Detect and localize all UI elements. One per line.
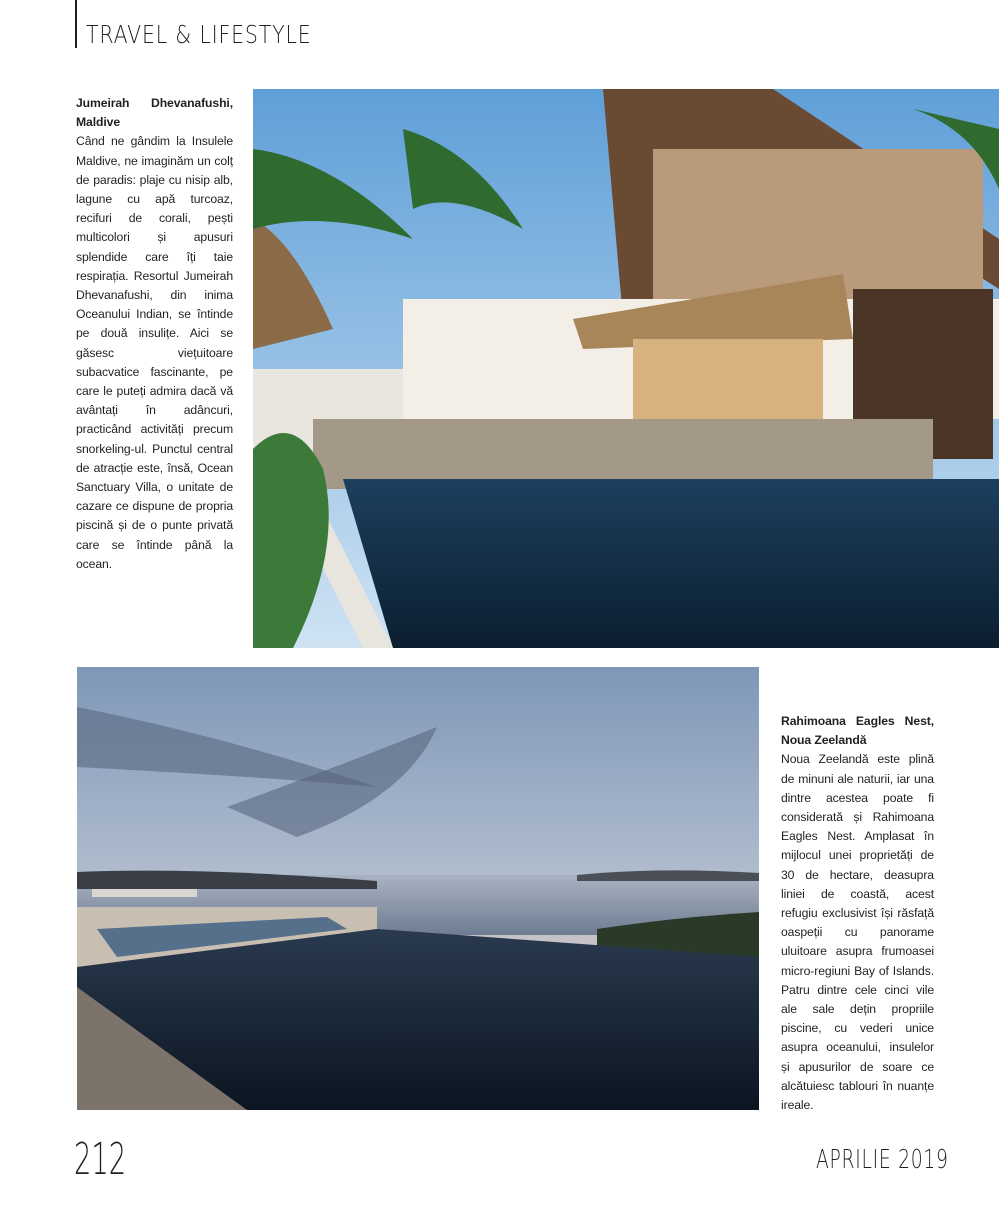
article-heading: Rahimoana Eagles Nest, Noua Zeelandă bbox=[781, 714, 934, 748]
article-new-zealand bbox=[781, 712, 934, 1115]
article-heading: Jumeirah Dhevanafushi, Maldive bbox=[76, 96, 233, 130]
article-body: Noua Zeelandă este plină de minuni ale naturii, iar una dintre acestea poate fi considerată și Rahimoana Eagles Nest. Amplasat în mijlocul unei proprietăți de 30 de hectare, deasupra liniei de coastă, acest refugiu exclusivist își răsfață oaspeții cu panorame uluitoare asupra frumoasei micro-regiuni Bay of Islands. Patru dintre cele cinci vile ale sale dețin propriile piscine, cu vederi unice asupra oceanului, insulelor și apusurilor de soare ce alcătuiesc tablouri în nuanțe ireale. bbox=[781, 752, 934, 1113]
header-rule bbox=[75, 0, 77, 48]
page-number: 212 bbox=[74, 1134, 127, 1185]
section-title: TRAVEL & LIFESTYLE bbox=[86, 20, 312, 49]
article-maldives bbox=[76, 94, 233, 574]
issue-date: APRILIE 2019 bbox=[816, 1145, 949, 1175]
article-body: Când ne gândim la Insulele Maldive, ne imaginăm un colț de paradis: plaje cu nisip alb, lagune cu apă turcoaz, recifuri de corali, pești multicolori și apusuri splendide care îți taie respirația. Resortul Jumeirah Dhevanafushi, din inima Oceanului Indian, se întinde pe două insulițe. Aici se găsesc viețuitoare subacvatice fascinante, pe care le puteți admira dacă vă avântați în adâncuri, practicând activități precum snorkeling-ul. Punctul central de atracție este, însă, Ocean Sanctuary Villa, o unitate de cazare ce dispune de propria piscină și de o punte privată care se întinde până la ocean. bbox=[76, 134, 233, 571]
resort-villa-photo bbox=[253, 89, 999, 648]
infinity-pool-photo bbox=[77, 667, 759, 1110]
